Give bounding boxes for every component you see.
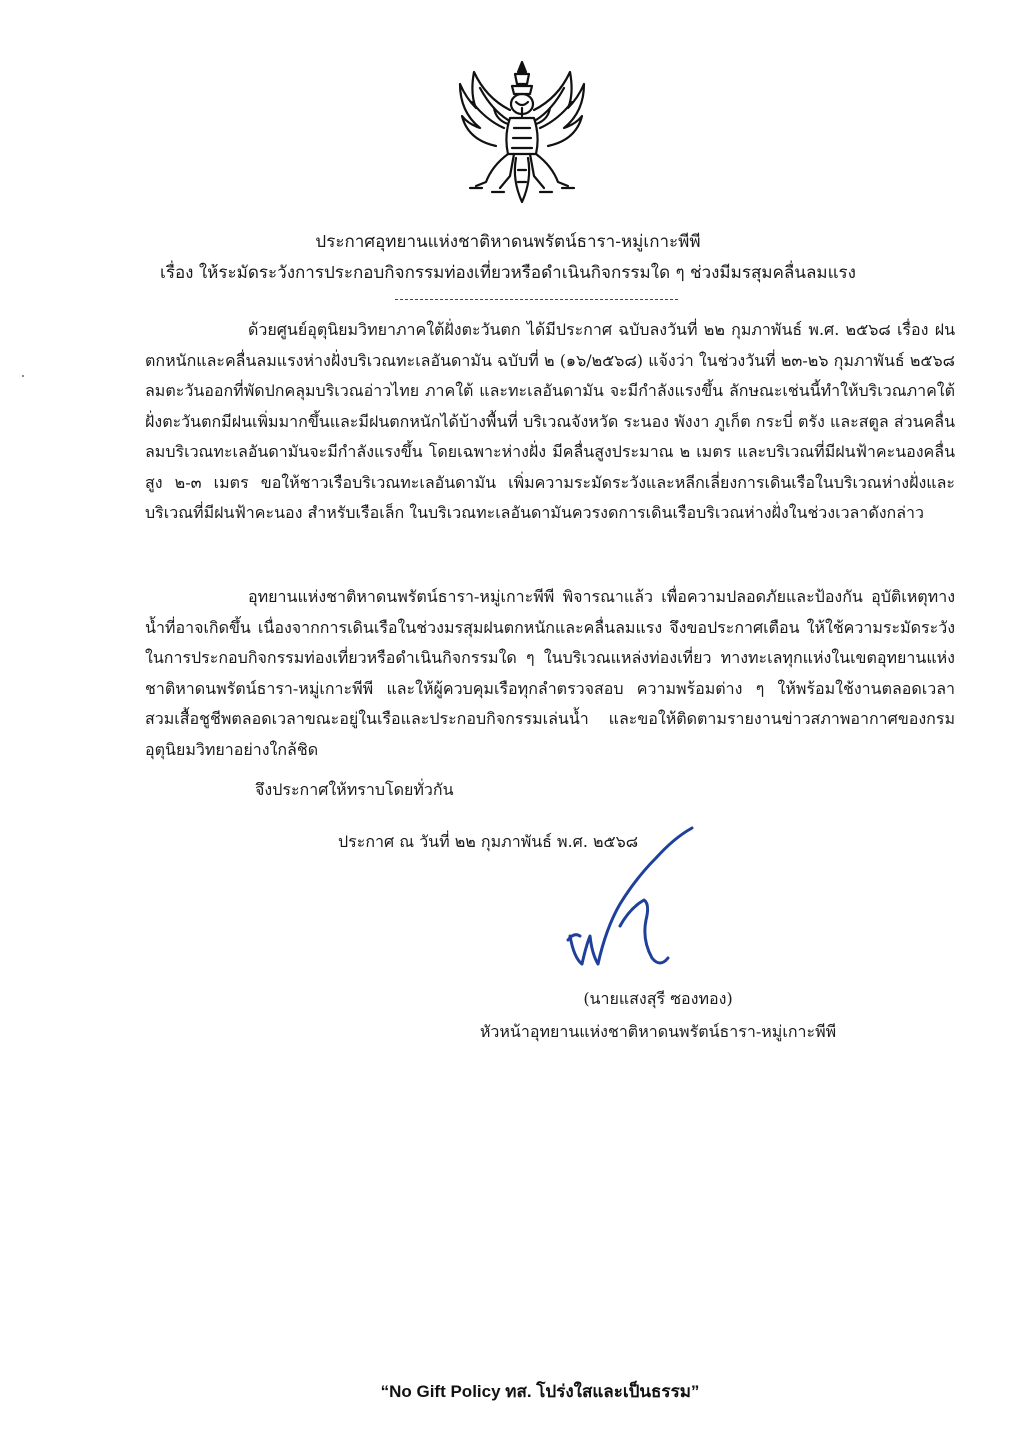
signer-title: หัวหน้าอุทยานแห่งชาติหาดนพรัตน์ธารา-หมู่เกาะพีพี xyxy=(479,1022,837,1041)
scan-speck xyxy=(22,375,24,377)
announcement-subject: เรื่อง ให้ระมัดระวังการประกอบกิจกรรมท่องเที่ยวหรือดำเนินกิจกรรมใด ๆ ช่วงมีมรสุมคลื่นลมแรง xyxy=(160,263,856,283)
announcement-title: ประกาศอุทยานแห่งชาติหาดนพรัตน์ธารา-หมู่เกาะพีพี xyxy=(315,232,701,252)
dashed-divider xyxy=(395,299,678,300)
body-paragraph-1: ด้วยศูนย์อุตุนิยมวิทยาภาคใต้ฝั่งตะวันตก ได้มีประกาศ ฉบับลงวันที่ ๒๒ กุมภาพันธ์ พ.ศ. ๒๕๖๘ เรื่อง ฝนตกหนักและคลื่นลมแรงห่างฝั่งบริเวณทะเลอันดามัน ฉบับที่ ๒ (๑๖/๒๕๖๘) แจ้งว่า ในช่วงวันที่ ๒๓-๒๖ กุมภาพันธ์ ๒๕๖๘ ลมตะวันออกที่พัดปกคลุมบริเวณอ่าวไทย ภาคใต้ และทะเลอันดามัน จะมีกำลังแรงขึ้น ลักษณะเช่นนี้ทำให้บริเวณภาคใต้ฝั่งตะวันตกมีฝนเพิ่มมากขึ้นและมีฝนตกหนักได้บ้างพื้นที่ บริเวณจังหวัด ระนอง พังงา ภูเก็ต กระบี่ ตรัง และสตูล ส่วนคลื่นลมบริเวณทะเลอันดามันจะมีกำลังแรงขึ้น โดยเฉพาะห่างฝั่ง มีคลื่นสูงประมาณ ๒ เมตร และบริเวณที่มีฝนฟ้าคะนองคลื่นสูง ๒-๓ เมตร ขอให้ชาวเรือบริเวณทะเลอันดามัน เพิ่มความระมัดระวังและหลีกเลี่ยงการเดินเรือในบริเวณห่างฝั่งและบริเวณที่มีฝนฟ้าคะนอง สำหรับเรือเล็ก ในบริเวณทะเลอันดามันควรงดการเดินเรือบริเวณห่างฝั่งในช่วงเวลาดังกล่าว xyxy=(145,320,955,522)
garuda-emblem-icon xyxy=(452,58,592,212)
signer-name: (นายแสงสุรี ซองทอง) xyxy=(583,989,733,1008)
closing-statement: จึงประกาศให้ทราบโดยทั่วกัน xyxy=(255,780,454,799)
handwritten-signature xyxy=(560,808,710,978)
no-gift-policy-footer: “No Gift Policy ทส. โปร่งใสและเป็นธรรม” xyxy=(380,1382,700,1401)
body-paragraph-2: อุทยานแห่งชาติหาดนพรัตน์ธารา-หมู่เกาะพีพี พิจารณาแล้ว เพื่อความปลอดภัยและป้องกัน อุบัติเหตุทางน้ำที่อาจเกิดขึ้น เนื่องจากการเดินเรือในช่วงมรสุมฝนตกหนักและคลื่นลมแรง จึงขอประกาศเตือน ให้ใช้ความระมัดระวัง ในการประกอบกิจกรรมท่องเที่ยวหรือดำเนินกิจกรรมใด ๆ ในบริเวณแหล่งท่องเที่ยว ทางทะเลทุกแห่งในเขตอุทยานแห่งชาติหาดนพรัตน์ธารา-หมู่เกาะพีพี และให้ผู้ควบคุมเรือทุกลำตรวจสอบ ความพร้อมต่าง ๆ ให้พร้อมใช้งานตลอดเวลา สวมเสื้อชูชีพตลอดเวลาขณะอยู่ในเรือและประกอบกิจกรรมเล่นน้ำ และขอให้ติดตามรายงานข่าวสภาพอากาศของกรมอุตุนิยมวิทยาอย่างใกล้ชิด xyxy=(145,587,955,759)
announcement-date: ประกาศ ณ วันที่ ๒๒ กุมภาพันธ์ พ.ศ. ๒๕๖๘ xyxy=(338,832,639,851)
